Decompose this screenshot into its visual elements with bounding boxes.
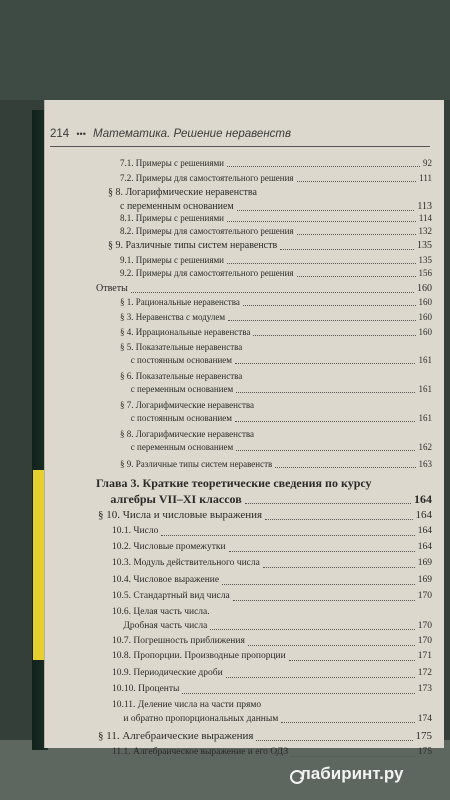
toc-page-number: 160 xyxy=(418,297,432,307)
toc-entry-text: 7.1. Примеры с решениями xyxy=(120,158,225,168)
toc-page-number: 169 xyxy=(417,575,432,585)
toc-page-number: 170 xyxy=(417,591,432,601)
toc-page-number: 160 xyxy=(418,312,432,322)
toc-entry xyxy=(98,729,432,744)
toc-entry xyxy=(112,650,432,664)
toc-leader-dots xyxy=(227,263,415,264)
toc-entry xyxy=(112,606,432,633)
toc-entry xyxy=(120,311,432,324)
toc-entry xyxy=(120,254,432,267)
header-ornament: ••• xyxy=(76,129,86,139)
toc-entry-text: 8.1. Примеры с решениями xyxy=(120,213,225,223)
toc-entry-text: § 7. Логарифмические неравенства xyxy=(120,400,255,410)
toc-entry-text: § 11. Алгебраические выражения xyxy=(98,730,254,742)
toc-leader-dots xyxy=(297,276,416,277)
toc-page-number: 160 xyxy=(417,283,432,294)
toc-entry-text: 10.11. Деление числа на части прямо xyxy=(112,700,262,710)
toc-entry-text: Дробная часть числа xyxy=(123,620,208,631)
toc-page-number: 135 xyxy=(418,255,432,265)
toc-entry-text: алгебры VII–XI классов xyxy=(110,492,242,506)
toc-page-number: 113 xyxy=(417,201,432,212)
toc-entry-text: Ответы xyxy=(96,283,128,294)
toc-entry xyxy=(112,635,432,649)
toc-leader-dots xyxy=(297,181,417,182)
toc-leader-dots xyxy=(235,421,416,422)
toc-page-number: 135 xyxy=(417,240,432,251)
toc-leader-dots xyxy=(235,363,416,364)
toc-page-number: 156 xyxy=(418,268,432,278)
toc-entry-text: § 9. Различные типы систем неравенств xyxy=(120,459,273,469)
toc-leader-dots xyxy=(291,756,415,757)
toc-page-number: 164 xyxy=(415,509,432,521)
toc-entry-text: § 3. Неравенства с модулем xyxy=(120,312,226,322)
toc-leader-dots xyxy=(222,584,415,585)
toc-entry-text: § 6. Показательные неравенства xyxy=(120,371,243,381)
toc-leader-dots xyxy=(131,292,414,293)
toc-entry xyxy=(120,370,432,396)
toc-entry-text: с переменным основанием xyxy=(130,442,234,452)
toc-leader-dots xyxy=(297,234,416,235)
toc-page-number: 160 xyxy=(418,327,432,337)
toc-page-number: 132 xyxy=(418,226,432,236)
toc-page-number: 92 xyxy=(423,158,432,168)
toc-leader-dots xyxy=(243,305,416,306)
toc-entry xyxy=(112,525,432,539)
toc-entry-text: 10.10. Проценты xyxy=(112,684,180,694)
toc-page-number: 172 xyxy=(417,668,432,678)
toc-page-number: 161 xyxy=(418,413,432,423)
toc-entry-text: 8.2. Примеры для самостоятельного решения xyxy=(120,226,294,236)
toc-page-number: 163 xyxy=(418,459,432,469)
toc-entry xyxy=(112,557,432,571)
toc-page-number: 170 xyxy=(417,636,432,646)
toc-entry xyxy=(108,239,432,253)
toc-leader-dots xyxy=(275,467,415,468)
toc-entry-text: 10.2. Числовые промежутки xyxy=(112,542,226,552)
toc-entry xyxy=(120,326,432,339)
watermark: лабиринт.ру xyxy=(300,764,404,783)
toc-entry-text: § 4. Иррациональные неравенства xyxy=(120,327,251,337)
toc-entry-text: § 5. Показательные неравенства xyxy=(120,342,243,352)
toc-entry xyxy=(120,157,432,170)
toc-page-number: 162 xyxy=(418,442,432,452)
toc-entry-text: с постоянным основанием xyxy=(130,413,232,423)
toc-leader-dots xyxy=(229,551,415,552)
toc-entry-text: с переменным основанием xyxy=(130,384,234,394)
toc-leader-dots xyxy=(281,722,414,723)
toc-leader-dots xyxy=(237,210,415,211)
toc-leader-dots xyxy=(236,392,415,393)
toc-entry-text: и обратно пропорциональных данным xyxy=(123,713,279,724)
toc-entry xyxy=(108,186,432,214)
toc-entry xyxy=(120,225,432,238)
toc-entry xyxy=(120,267,432,280)
toc-entry-text: 9.2. Примеры для самостоятельного решения xyxy=(120,268,294,278)
toc-entry-text: 10.4. Числовое выражение xyxy=(112,575,220,585)
toc-entry-text: 9.1. Примеры с решениями xyxy=(120,255,225,265)
toc-entry-text: 11.1. Алгебраическое выражение и его ОДЗ xyxy=(112,747,289,757)
toc-page-number: 170 xyxy=(417,620,432,631)
toc-page-number: 175 xyxy=(417,747,432,757)
toc-page-number: 173 xyxy=(417,684,432,694)
toc-leader-dots xyxy=(236,450,415,451)
toc-entry-text: Глава 3. Краткие теоретические сведения по курсу xyxy=(96,476,372,490)
toc-page-number: 161 xyxy=(418,384,432,394)
toc-entry-text: 10.8. Пропорции. Производные пропорции xyxy=(112,651,286,661)
toc-leader-dots xyxy=(289,660,415,661)
toc-page-number: 174 xyxy=(417,713,432,724)
toc-entry-text: § 8. Логарифмические неравенства xyxy=(108,187,257,198)
running-header xyxy=(50,128,291,140)
toc-entry xyxy=(112,746,432,760)
toc-leader-dots xyxy=(265,519,412,520)
background-top xyxy=(0,0,450,100)
toc-page-number: 111 xyxy=(419,173,432,183)
toc-entry xyxy=(96,282,432,296)
toc-entry-text: § 1. Рациональные неравенства xyxy=(120,297,240,307)
toc-entry xyxy=(98,508,432,523)
toc-entry xyxy=(120,341,432,367)
toc-page-number: 164 xyxy=(414,492,432,506)
toc-leader-dots xyxy=(210,629,414,630)
toc-leader-dots xyxy=(161,535,414,536)
toc-entry-text: 10.7. Погрешность приближения xyxy=(112,636,245,646)
toc-leader-dots xyxy=(227,221,416,222)
toc-entry-text: с переменным основанием xyxy=(120,201,234,212)
toc-leader-dots xyxy=(256,740,412,741)
toc-leader-dots xyxy=(226,677,415,678)
toc-leader-dots xyxy=(245,503,411,504)
toc-page-number: 171 xyxy=(417,651,432,661)
toc-entry xyxy=(112,683,432,697)
header-rule xyxy=(50,146,430,147)
toc-entry-text: § 9. Различные типы систем неравенств xyxy=(108,240,278,251)
toc-leader-dots xyxy=(233,600,415,601)
toc-page-number: 161 xyxy=(418,355,432,365)
toc-entry-text: 7.2. Примеры для самостоятельного решения xyxy=(120,173,294,183)
toc-entry xyxy=(120,399,432,425)
toc-leader-dots xyxy=(263,567,415,568)
toc-entry xyxy=(120,172,432,185)
toc-page-number: 164 xyxy=(417,542,432,552)
toc-entry-text: 10.5. Стандартный вид числа xyxy=(112,591,230,601)
toc-entry xyxy=(120,296,432,309)
toc-entry-text: 10.1. Число xyxy=(112,526,159,536)
toc-page-number: 114 xyxy=(418,213,432,223)
toc-page-number: 169 xyxy=(417,558,432,568)
toc-entry xyxy=(112,541,432,555)
toc-entry xyxy=(96,475,432,507)
toc-entry-text: 10.3. Модуль действительного числа xyxy=(112,558,260,568)
toc-leader-dots xyxy=(280,249,414,250)
toc-page-number: 164 xyxy=(417,526,432,536)
running-title: Математика. Решение неравенств xyxy=(93,128,291,140)
toc-entry xyxy=(120,212,432,225)
toc-entry xyxy=(112,574,432,588)
toc-entry xyxy=(120,458,432,471)
toc-entry xyxy=(120,428,432,454)
toc-entry xyxy=(112,699,432,726)
page-number: 214 xyxy=(50,128,70,140)
toc-entry-text: 10.6. Целая часть числа. xyxy=(112,607,210,617)
toc-entry-text: 10.9. Периодические дроби xyxy=(112,668,223,678)
toc-leader-dots xyxy=(227,166,420,167)
toc-page-number: 175 xyxy=(415,730,432,742)
toc-entry xyxy=(112,667,432,681)
toc-leader-dots xyxy=(248,645,415,646)
toc-leader-dots xyxy=(228,320,415,321)
toc-entry xyxy=(112,590,432,604)
toc-leader-dots xyxy=(182,693,414,694)
toc-entry-text: с постоянным основанием xyxy=(130,355,232,365)
toc-entry-text: § 8. Логарифмические неравенства xyxy=(120,429,255,439)
toc-entry-text: § 10. Числа и числовые выражения xyxy=(98,509,263,521)
toc-leader-dots xyxy=(253,335,415,336)
